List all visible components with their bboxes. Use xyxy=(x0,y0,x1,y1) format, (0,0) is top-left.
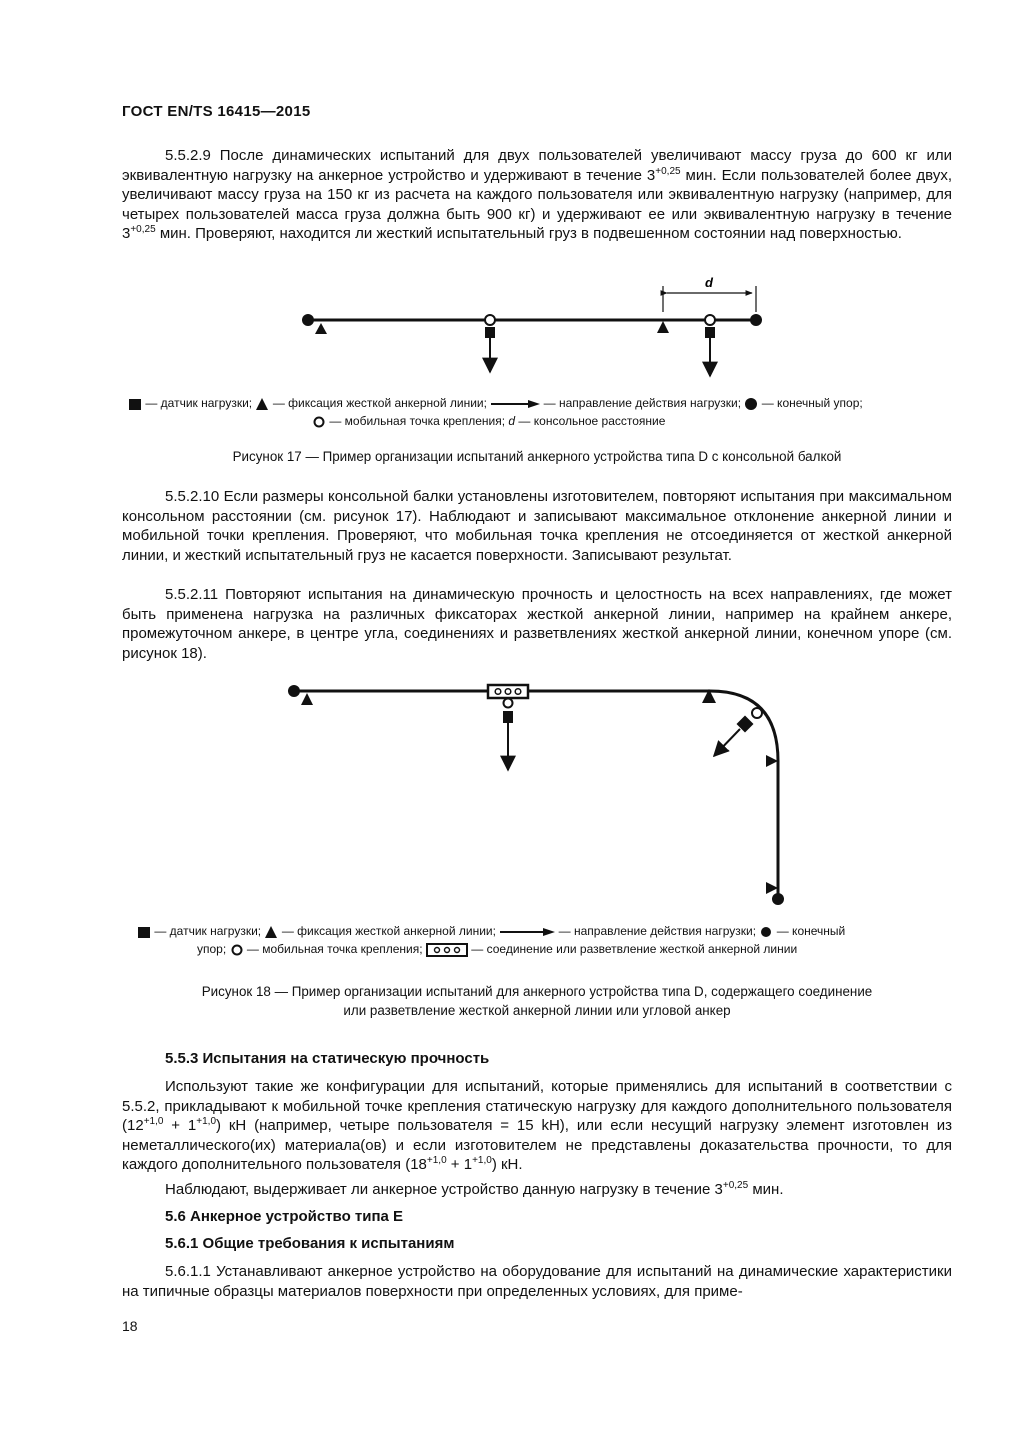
legend-load-direction-arrow-icon xyxy=(490,399,540,409)
end-stop-left xyxy=(288,685,300,697)
mobile-point-1 xyxy=(504,699,513,708)
dimension-label: d xyxy=(705,275,713,290)
figure-18-caption: Рисунок 18 — Пример организации испытаний для анкерного устройства типа D, содержащего соединение или разветвление жесткой анкерной линии или угловой анкер xyxy=(201,984,873,1018)
load-sensor-2 xyxy=(705,327,715,338)
fixation-triangle-1 xyxy=(315,323,327,334)
section-5-6-1-title: 5.6.1 Общие требования к испытаниям xyxy=(165,1235,455,1252)
figure-18-diagram xyxy=(280,676,800,916)
figure-18-legend: — датчик нагрузки; — фиксация жесткой анкерной линии; — направление действия нагрузки; — конечный упор; — мобильная точка крепления; — соединение или разветвление жесткой анкерной линии xyxy=(137,922,845,958)
mobile-point-2 xyxy=(705,315,715,325)
mobile-point-corner xyxy=(752,708,762,718)
legend-end-stop-icon xyxy=(759,926,773,938)
paragraph-5-5-2-9: 5.5.2.9 После динамических испытаний для двух пользователей увеличивают массу груза до 600 кг или эквивалентную нагрузку на анкерное устройство и удерживают в течение $3^{+0,25}$ мин. Если пользователей более двух, увеличивают массу груза на 150 кг из расчета на каждого пользователя или эквивалентную нагрузку (например, для четырех пользователей масса груза должна быть 900 кг) и удерживают ее или эквивалентную нагрузку в течение $3^{+0,25}$ мин. Проверяют, находится ли жесткий испытательный груз в подвешенном состоянии над поверхностью. xyxy=(122,147,952,243)
legend-load-direction-arrow-icon xyxy=(499,927,555,937)
load-sensor-1 xyxy=(485,327,495,338)
section-5-6-title: 5.6 Анкерное устройство типа Е xyxy=(165,1208,404,1225)
page-number: 18 xyxy=(122,1318,138,1334)
figure-17-diagram xyxy=(290,272,770,382)
paragraph-5-5-2-10: 5.5.2.10 Если размеры консольной балки установлены изготовителем, повторяют испытания при максимальном консольном расстоянии (см. рисунок 17). Наблюдают и записывают максимальное отклонение анкерной линии и мобильной точки крепления. Проверяют, что мобильная точка крепления не отсоединяется от жесткой анкерной линии, и жесткий испытательный груз не касается поверхности. Записывают результат. xyxy=(122,488,952,564)
fixation-triangle-3 xyxy=(766,755,778,767)
legend-mobile-point-icon xyxy=(230,944,244,956)
end-stop-left xyxy=(302,314,314,326)
paragraph-5-5-2-11: 5.5.2.11 Повторяют испытания на динамическую прочность и целостность на всех направлениях, где может быть применена нагрузка на различных фиксаторах жесткой анкерной линии, например на крайнем анкере, промежуточном анкере, в центре угла, соединениях и разветвлениях жесткой анкерной линии, конечном упоре (см. рисунок 18). xyxy=(122,586,952,662)
legend-fixation-triangle-icon xyxy=(255,398,269,410)
legend-connection-box-icon xyxy=(426,943,468,957)
figure-17-legend: — датчик нагрузки; — фиксация жесткой анкерной линии; — направление действия нагрузки; — конечный упор; — мобильная точка крепления; d — консольное расстояние xyxy=(128,394,863,430)
load-sensor-1 xyxy=(503,711,513,723)
fixation-triangle-1 xyxy=(301,693,313,705)
load-arrow-corner xyxy=(714,729,740,756)
end-stop-right xyxy=(750,314,762,326)
figure-17-caption: Рисунок 17 — Пример организации испытаний анкерного устройства типа D с консольной балкой xyxy=(232,449,842,464)
paragraph-5-6-1-1: 5.6.1.1 Устанавливают анкерное устройство на оборудование для испытаний на динамические характеристики на типичные образцы материалов поверхности при определенных условиях, для приме- xyxy=(122,1263,952,1300)
legend-load-sensor-icon xyxy=(137,926,151,938)
legend-load-sensor-icon xyxy=(128,398,142,410)
fixation-triangle-2 xyxy=(657,321,669,333)
mobile-point-1 xyxy=(485,315,495,325)
end-stop-bottom xyxy=(772,893,784,905)
legend-mobile-point-icon xyxy=(312,416,326,428)
paragraph-5-5-3-1: Используют такие же конфигурации для испытаний, которые применялись для испытаний в соответствии с 5.5.2, прикладывают к мобильной точке крепления статическую нагрузку для каждого дополнительного пользователя $(12^{+1,0} + 1^{+1,0})$ кН (например, четыре пользователя = 15 kH), или если несущий нагрузку элемент изготовлен из неметаллического(их) материала(ов) и если изготовителем не представлены доказательства прочности, то для каждого дополнительного пользователя $(18^{+1,0} + 1^{+1,0})$ кН. xyxy=(122,1078,952,1174)
legend-end-stop-icon xyxy=(744,398,758,410)
section-5-5-3-title: 5.5.3 Испытания на статическую прочность xyxy=(165,1050,490,1067)
document-header: ГОСТ EN/TS 16415—2015 xyxy=(122,103,311,120)
legend-fixation-triangle-icon xyxy=(264,926,278,938)
fixation-triangle-4 xyxy=(766,882,778,894)
paragraph-5-5-3-2: Наблюдают, выдерживает ли анкерное устройство данную нагрузку в течение $3^{+0,25}$ мин. xyxy=(165,1180,784,1198)
